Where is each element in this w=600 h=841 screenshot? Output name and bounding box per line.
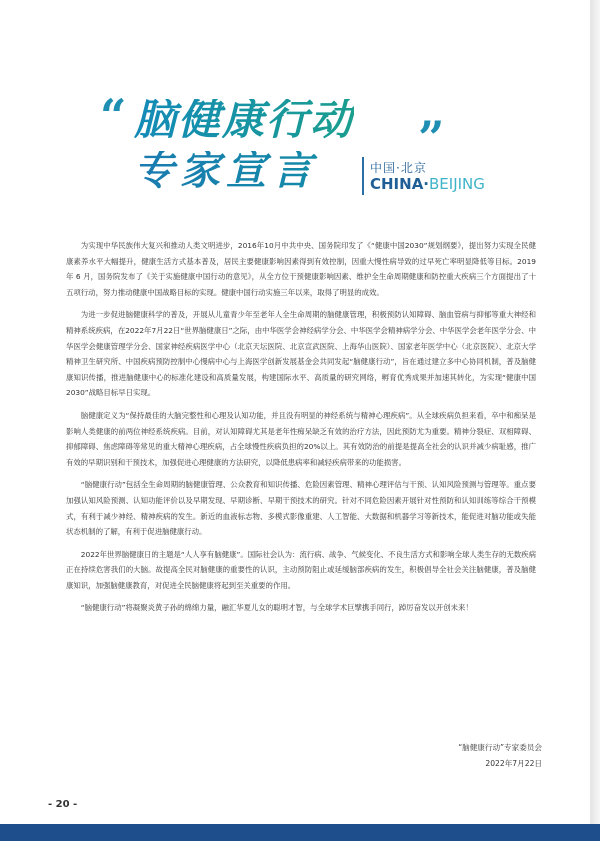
location-en-bold: CHINA· (370, 175, 430, 193)
title-close-quote: ” (418, 111, 445, 165)
paragraph: 脑健康定义为“保持最佳的大脑完整性和心理及认知功能，并且没有明显的神经系统与精神心理疾病”。从全球疾病负担来看，卒中和痴呆是影响人类健康的前两位神经系统疾病。目前，对认知障碍尤其是老年性痴呆缺乏有效的治疗方法，因此预防尤为重要。精神分裂症、双相障碍、抑郁障碍、焦虑障碍等常见的重大精神心理疾病，占全球慢性疾病负担的20%以上。其有效防治的前提是提高全社会的认识并减少病耻感，推广有效的早期识别和干预技术，加强促进心理健康的方法研究，以降低患病率和减轻疾病带来的功能损害。 (66, 410, 536, 467)
bottom-color-bar (0, 824, 600, 841)
signature-block (458, 740, 542, 772)
paragraph: 为进一步促进脑健康科学的普及，开展从儿童青少年至老年人全生命周期的脑健康管理，积极预防认知障碍、脑血管病与抑郁等重大神经和精神系统疾病，在2022年7月22日“世界脑健康日”之际，由中华医学会神经病学分会、中华医学会精神病学分会、中华医学会老年医学分会、中华医学会健康管理学分会、国家神经疾病医学中心（北京天坛医院、北京宣武医院、上海华山医院）、国家老年医学中心（北京医院）、北京大学精神卫生研究所、中国疾病预防控制中心慢病中心与上海医学创新发展基金会共同发起“脑健康行动”，旨在通过建立多中心协同机制，普及脑健康知识传播，推进脑健康中心的标准化建设和高质量发展，构建国际水平、高质量的研究网络，孵育优秀成果并加速其转化，为实现“健康中国2030”战略目标早日实现。 (66, 310, 536, 398)
page-title-line1: 脑健康行动 (134, 95, 355, 144)
paragraph: 为实现中华民族伟大复兴和推动人类文明进步，2016年10月中共中央、国务院印发了《“健康中国2030”规划纲要》，提出努力实现全民健康素养水平大幅提升，健康生活方式基本普及，居民主要健康影响因素得到有效控制，因重大慢性病导致的过早死亡率明显降低等目标。2019 年 6 月，国务院发布了《关于实施健康中国行动的意见》，从全方位干预健康影响因素、维护全生命周期健康和防控重大疾病三个方面提出了十五项行动，努力推动健康中国战略目标的实现。健康中国行动实施三年以来，取得了明显的成效。 (66, 241, 536, 297)
location-en (370, 175, 485, 193)
title-block (100, 89, 540, 205)
page-number: - 20 - (48, 799, 78, 810)
title-divider (362, 157, 364, 195)
body-text (66, 238, 536, 623)
page-fold-shadow (590, 0, 600, 841)
title-open-quote: “ (100, 89, 127, 143)
location-en-light: BEIJING (429, 175, 485, 193)
signature-date: 2022年7月22日 (485, 759, 542, 768)
paragraph: 2022年世界脑健康日的主题是“人人享有脑健康”。国际社会认为：流行病、战争、气候变化、不良生活方式和影响全球人类生存的无数疾病正在持续危害我们的大脑。故提高全民对脑健康的重要性的认识，主动预防阻止或延缓脑部疾病的发生，积极倡导全社会关注脑健康，普及脑健康知识，加强脑健康教育，对促进全民脑健康将起到至关重要的作用。 (66, 549, 536, 590)
page-title-line2: 专家宣言 (134, 148, 318, 194)
paragraph: “脑健康行动”将凝聚炎黄子孙的绵绵力量，融汇华夏儿女的聪明才智，与全球学术巨擘携手同行，踔厉奋发以开创未来！ (80, 603, 473, 613)
location-cn: 中国·北京 (370, 161, 427, 175)
signature-org: “脑健康行动”专家委员会 (458, 743, 542, 752)
paragraph: “脑健康行动”包括全生命周期的脑健康管理、公众教育和知识传播、危险因素管理、精神心理评估与干预、认知风险预测与管理等。重点要加强认知风险预测、认知功能评价以及早期发现、早期诊断、早期干预技术的研究。针对不同危险因素开展针对性预防和认知训练等综合干预模式，有利于减少神经、精神疾病的发生。新近的血液标志物、多模式影像重建、人工智能、大数据和机器学习等新技术，能促进对脑功能或失能状态机制的了解，有利于促进脑健康行动。 (66, 480, 536, 537)
